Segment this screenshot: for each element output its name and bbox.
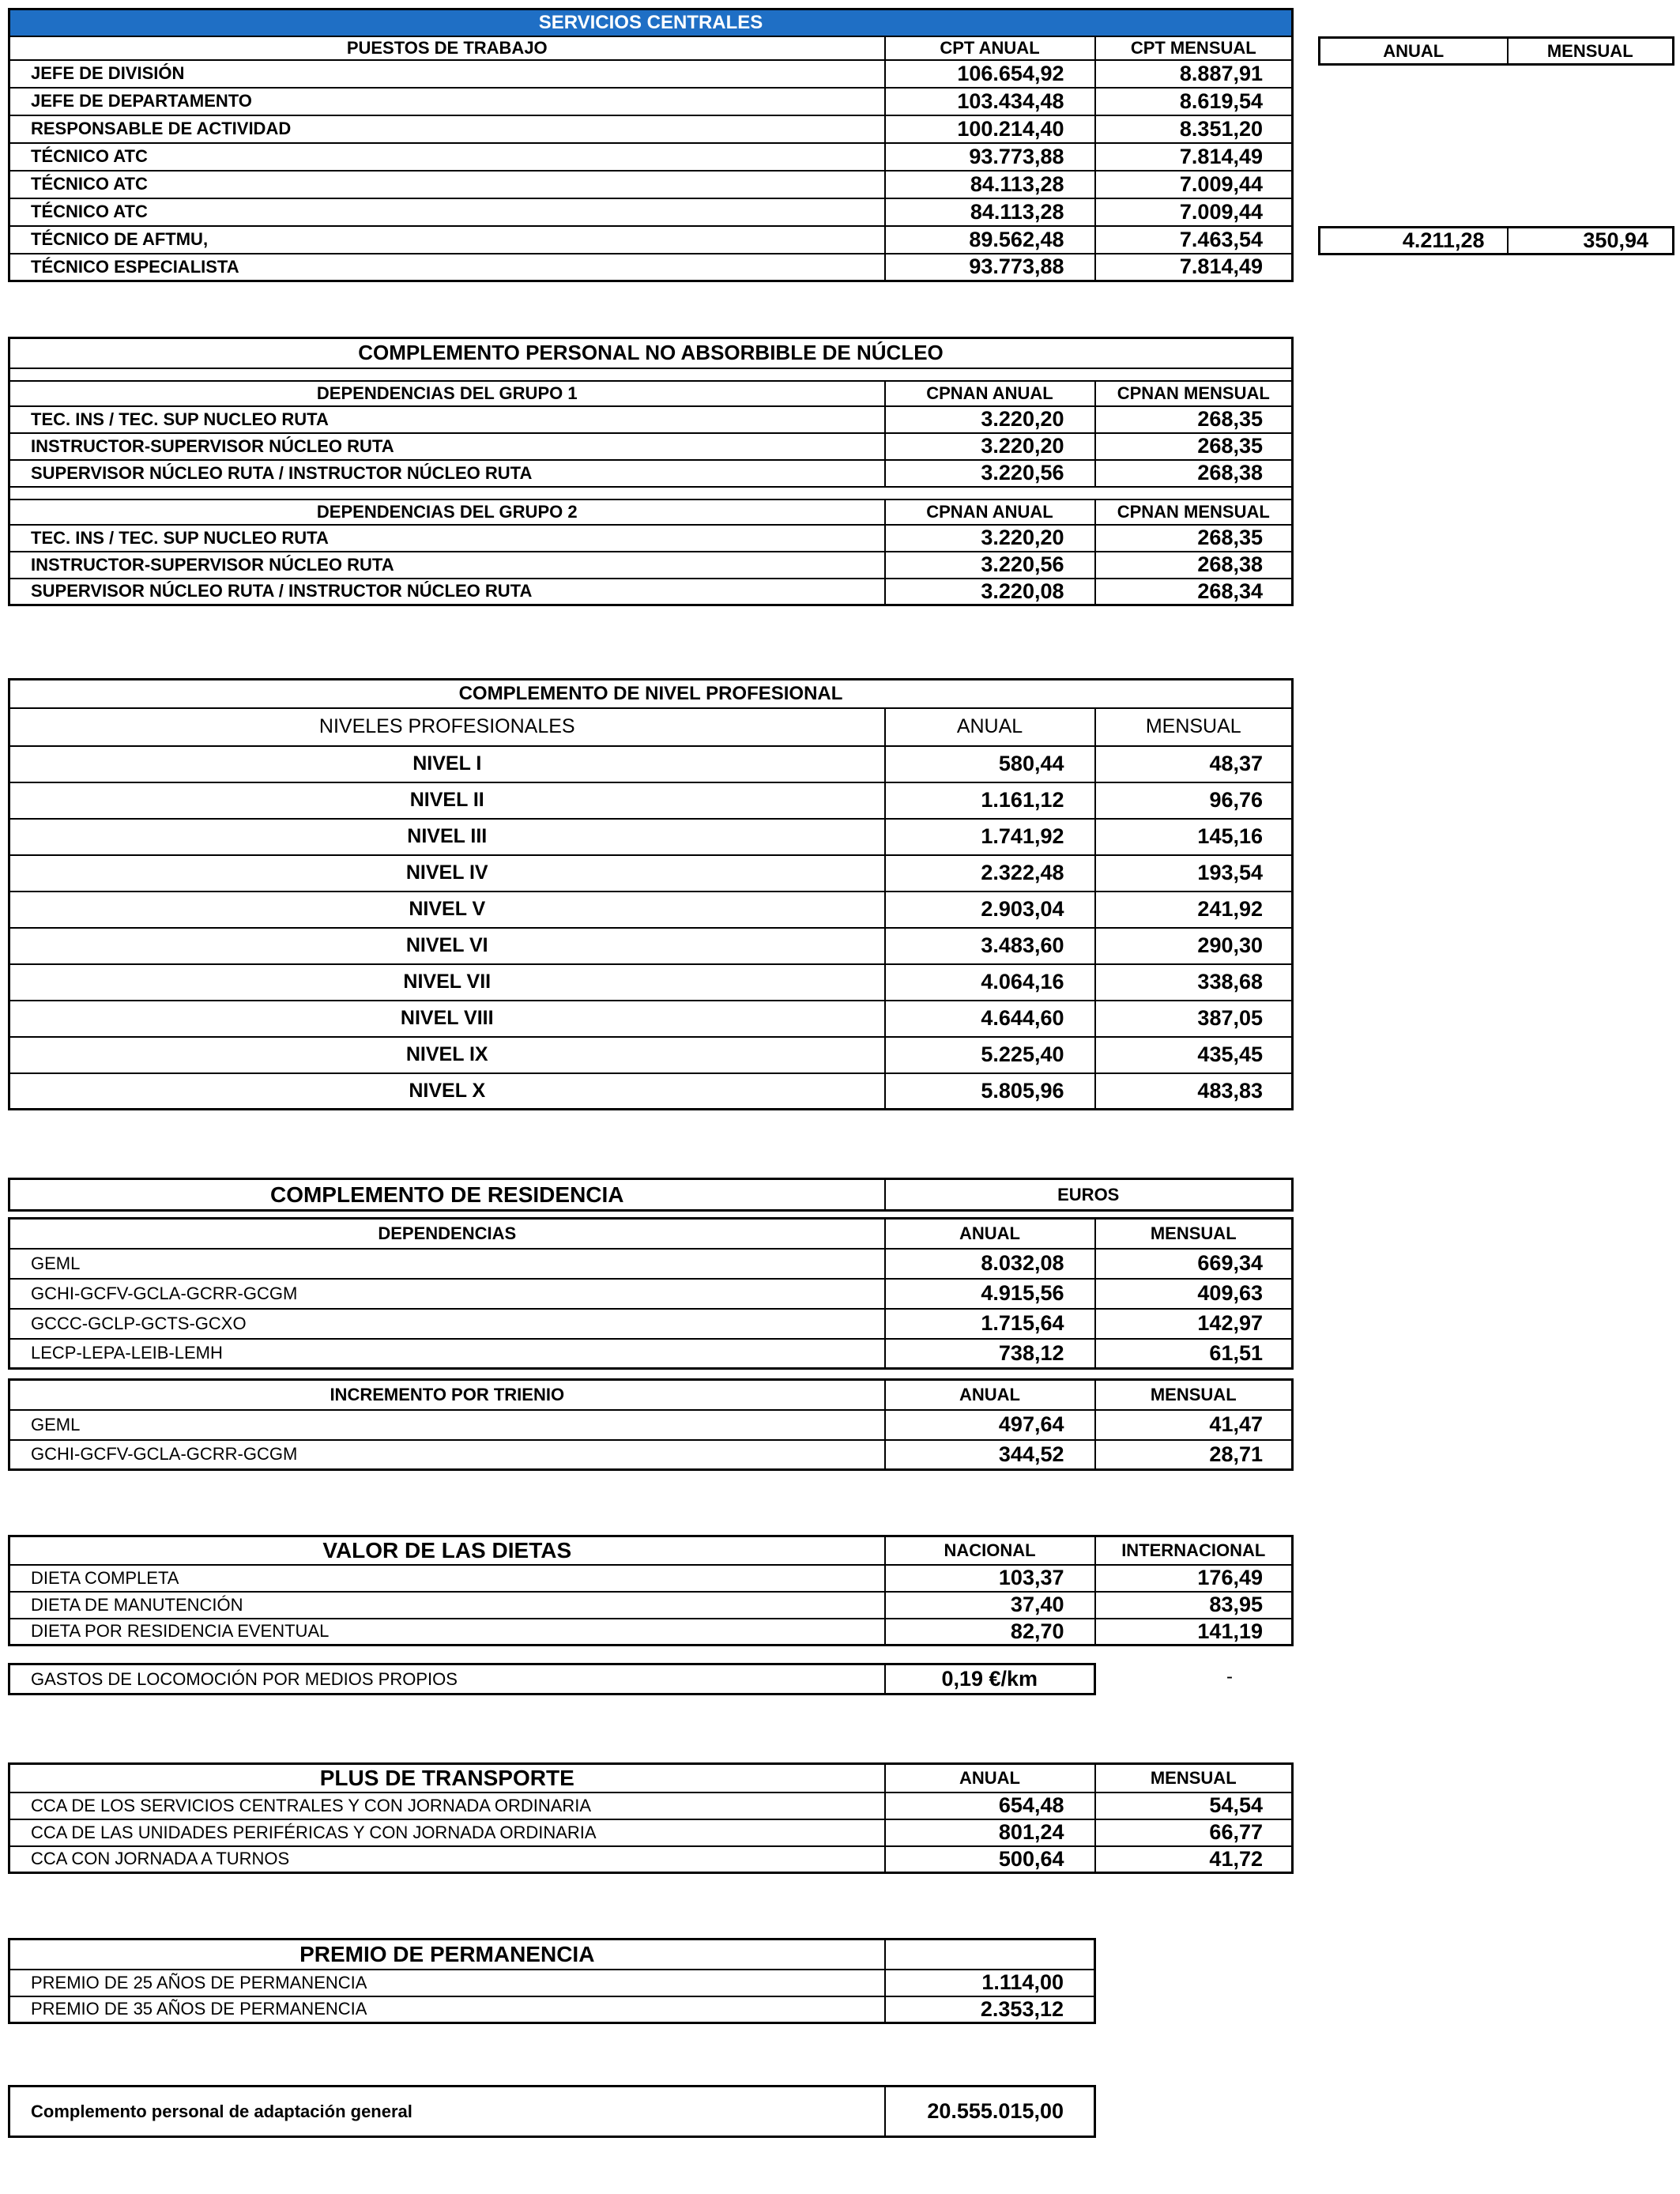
table-row xyxy=(9,964,1293,1001)
row-anual: 801,24 xyxy=(885,1819,1095,1846)
table-row xyxy=(9,1996,1095,2023)
row-anual: 84.113,28 xyxy=(885,171,1095,198)
row-label: INSTRUCTOR-SUPERVISOR NÚCLEO RUTA xyxy=(9,433,885,460)
row-mensual: 28,71 xyxy=(1095,1440,1293,1470)
col-header-cpnan-mensual: CPNAN MENSUAL xyxy=(1095,499,1293,525)
permanencia-empty-cell xyxy=(885,1940,1095,1970)
row-anual: 2.903,04 xyxy=(885,892,1095,928)
col-header-mensual: MENSUAL xyxy=(1095,708,1293,746)
row-label: TEC. INS / TEC. SUP NUCLEO RUTA xyxy=(9,525,885,552)
row-anual: 5.225,40 xyxy=(885,1037,1095,1073)
row-label: PREMIO DE 25 AÑOS DE PERMANENCIA xyxy=(9,1970,885,1996)
row-nacional: 82,70 xyxy=(885,1619,1095,1646)
row-anual: 3.220,20 xyxy=(885,406,1095,433)
col-header-niveles: NIVELES PROFESIONALES xyxy=(9,708,885,746)
table-row xyxy=(9,1846,1293,1873)
table-row xyxy=(9,1440,1293,1470)
row-mensual: 8.619,54 xyxy=(1095,88,1293,115)
row-anual: 580,44 xyxy=(885,746,1095,782)
servicios-centrales-table xyxy=(8,8,1294,282)
row-mensual: 268,35 xyxy=(1095,525,1293,552)
side-header-table xyxy=(1318,36,1674,66)
row-mensual: 41,47 xyxy=(1095,1410,1293,1440)
table-row xyxy=(9,819,1293,855)
row-nacional: 103,37 xyxy=(885,1565,1095,1592)
row-anual: 2.322,48 xyxy=(885,855,1095,892)
row-label: CCA DE LAS UNIDADES PERIFÉRICAS Y CON JORNADA ORDINARIA xyxy=(9,1819,885,1846)
row-mensual: 193,54 xyxy=(1095,855,1293,892)
table-row xyxy=(9,198,1293,226)
table-row xyxy=(9,1339,1293,1369)
row-mensual: 8.351,20 xyxy=(1095,115,1293,143)
row-mensual: 268,35 xyxy=(1095,433,1293,460)
row-anual: 654,48 xyxy=(885,1793,1095,1819)
table-row xyxy=(9,406,1293,433)
row-anual: 93.773,88 xyxy=(885,143,1095,171)
table-row xyxy=(9,579,1293,605)
residencia-dependencias-table xyxy=(8,1217,1294,1370)
side-values-table xyxy=(1318,226,1674,255)
row-label: RESPONSABLE DE ACTIVIDAD xyxy=(9,115,885,143)
row-label: NIVEL VII xyxy=(9,964,885,1001)
col-header-mensual: MENSUAL xyxy=(1095,1380,1293,1410)
row-anual: 5.805,96 xyxy=(885,1073,1095,1110)
table-row xyxy=(9,1592,1293,1619)
table-row xyxy=(9,1970,1095,1996)
row-mensual: 241,92 xyxy=(1095,892,1293,928)
table-row xyxy=(9,1793,1293,1819)
row-mensual: 54,54 xyxy=(1095,1793,1293,1819)
row-anual: 103.434,48 xyxy=(885,88,1095,115)
col-header-anual: ANUAL xyxy=(885,1380,1095,1410)
table-row xyxy=(9,525,1293,552)
row-mensual: 387,05 xyxy=(1095,1001,1293,1037)
servicios-title: SERVICIOS CENTRALES xyxy=(9,9,1293,36)
row-label: GCHI-GCFV-GCLA-GCRR-GCGM xyxy=(9,1440,885,1470)
row-anual: 1.715,64 xyxy=(885,1309,1095,1339)
row-label: GEML xyxy=(9,1249,885,1279)
row-mensual: 41,72 xyxy=(1095,1846,1293,1873)
adaptacion-label: Complemento personal de adaptación general xyxy=(9,2087,885,2137)
row-anual: 738,12 xyxy=(885,1339,1095,1369)
row-mensual: 483,83 xyxy=(1095,1073,1293,1110)
nivel-profesional-table xyxy=(8,678,1294,1110)
residencia-title: COMPLEMENTO DE RESIDENCIA xyxy=(9,1179,885,1211)
side-header-mensual: MENSUAL xyxy=(1508,38,1674,65)
row-mensual: 61,51 xyxy=(1095,1339,1293,1369)
row-anual: 1.741,92 xyxy=(885,819,1095,855)
table-row xyxy=(9,1037,1293,1073)
row-label: NIVEL IV xyxy=(9,855,885,892)
locomocion-value: 0,19 €/km xyxy=(885,1664,1095,1695)
row-anual: 497,64 xyxy=(885,1410,1095,1440)
residencia-unit: EUROS xyxy=(885,1179,1293,1211)
row-anual: 89.562,48 xyxy=(885,226,1095,254)
row-label: TÉCNICO ESPECIALISTA xyxy=(9,254,885,281)
table-row xyxy=(9,226,1293,254)
table-row xyxy=(9,552,1293,579)
locomocion-table xyxy=(8,1663,1096,1695)
row-label: NIVEL VIII xyxy=(9,1001,885,1037)
row-internacional: 141,19 xyxy=(1095,1619,1293,1646)
row-anual: 500,64 xyxy=(885,1846,1095,1873)
row-mensual: 7.814,49 xyxy=(1095,143,1293,171)
row-mensual: 96,76 xyxy=(1095,782,1293,819)
row-mensual: 7.814,49 xyxy=(1095,254,1293,281)
row-anual: 4.064,16 xyxy=(885,964,1095,1001)
side-value-anual: 4.211,28 xyxy=(1320,228,1508,254)
transporte-title: PLUS DE TRANSPORTE xyxy=(9,1764,885,1793)
row-mensual: 7.463,54 xyxy=(1095,226,1293,254)
row-mensual: 268,38 xyxy=(1095,552,1293,579)
row-mensual: 268,38 xyxy=(1095,460,1293,487)
row-anual: 106.654,92 xyxy=(885,60,1095,88)
row-value: 1.114,00 xyxy=(885,1970,1095,1996)
row-mensual: 66,77 xyxy=(1095,1819,1293,1846)
table-row xyxy=(9,1565,1293,1592)
col-header-anual: ANUAL xyxy=(885,708,1095,746)
transporte-table xyxy=(8,1762,1294,1874)
table-row xyxy=(9,60,1293,88)
row-label: NIVEL X xyxy=(9,1073,885,1110)
table-row xyxy=(9,88,1293,115)
row-label: CCA CON JORNADA A TURNOS xyxy=(9,1846,885,1873)
row-label: TÉCNICO ATC xyxy=(9,198,885,226)
table-row xyxy=(9,143,1293,171)
col-header-cpnan-anual: CPNAN ANUAL xyxy=(885,499,1095,525)
row-label: SUPERVISOR NÚCLEO RUTA / INSTRUCTOR NÚCLEO RUTA xyxy=(9,460,885,487)
col-header-mensual: MENSUAL xyxy=(1095,1219,1293,1249)
row-anual: 84.113,28 xyxy=(885,198,1095,226)
table-row xyxy=(9,1001,1293,1037)
adaptacion-value: 20.555.015,00 xyxy=(885,2087,1095,2137)
row-label: DIETA POR RESIDENCIA EVENTUAL xyxy=(9,1619,885,1646)
table-row xyxy=(9,171,1293,198)
row-anual: 4.915,56 xyxy=(885,1279,1095,1309)
row-mensual: 48,37 xyxy=(1095,746,1293,782)
row-internacional: 83,95 xyxy=(1095,1592,1293,1619)
row-label: TÉCNICO ATC xyxy=(9,171,885,198)
table-row xyxy=(9,1309,1293,1339)
cpnan-table xyxy=(8,337,1294,606)
table-row xyxy=(9,782,1293,819)
row-mensual: 142,97 xyxy=(1095,1309,1293,1339)
row-label: TEC. INS / TEC. SUP NUCLEO RUTA xyxy=(9,406,885,433)
row-nacional: 37,40 xyxy=(885,1592,1095,1619)
row-label: GEML xyxy=(9,1410,885,1440)
dietas-title: VALOR DE LAS DIETAS xyxy=(9,1536,885,1565)
table-row xyxy=(9,928,1293,964)
row-anual: 1.161,12 xyxy=(885,782,1095,819)
row-label: DIETA DE MANUTENCIÓN xyxy=(9,1592,885,1619)
permanencia-table xyxy=(8,1938,1096,2024)
row-label: GCCC-GCLP-GCTS-GCXO xyxy=(9,1309,885,1339)
table-row xyxy=(9,1819,1293,1846)
col-header-cpnan-anual: CPNAN ANUAL xyxy=(885,381,1095,406)
col-header-dependencias-g1: DEPENDENCIAS DEL GRUPO 1 xyxy=(9,381,885,406)
row-anual: 3.483,60 xyxy=(885,928,1095,964)
row-label: SUPERVISOR NÚCLEO RUTA / INSTRUCTOR NÚCLEO RUTA xyxy=(9,579,885,605)
row-label: NIVEL IX xyxy=(9,1037,885,1073)
row-value: 2.353,12 xyxy=(885,1996,1095,2023)
row-label: DIETA COMPLETA xyxy=(9,1565,885,1592)
col-header-nacional: NACIONAL xyxy=(885,1536,1095,1565)
table-row xyxy=(9,1073,1293,1110)
row-anual: 93.773,88 xyxy=(885,254,1095,281)
row-label: NIVEL I xyxy=(9,746,885,782)
residencia-title-table xyxy=(8,1178,1294,1212)
row-mensual: 435,45 xyxy=(1095,1037,1293,1073)
row-label: INSTRUCTOR-SUPERVISOR NÚCLEO RUTA xyxy=(9,552,885,579)
table-row xyxy=(9,892,1293,928)
residencia-trienio-table xyxy=(8,1378,1294,1471)
permanencia-title: PREMIO DE PERMANENCIA xyxy=(9,1940,885,1970)
row-anual: 3.220,56 xyxy=(885,460,1095,487)
row-anual: 3.220,20 xyxy=(885,525,1095,552)
cpnan-title: COMPLEMENTO PERSONAL NO ABSORBIBLE DE NÚCLEO xyxy=(9,338,1293,368)
row-label: CCA DE LOS SERVICIOS CENTRALES Y CON JORNADA ORDINARIA xyxy=(9,1793,885,1819)
row-label: TÉCNICO DE AFTMU, xyxy=(9,226,885,254)
cpnan-spacer xyxy=(9,368,1293,381)
row-label: TÉCNICO ATC xyxy=(9,143,885,171)
locomocion-label: GASTOS DE LOCOMOCIÓN POR MEDIOS PROPIOS xyxy=(9,1664,885,1695)
row-anual: 4.644,60 xyxy=(885,1001,1095,1037)
table-row xyxy=(9,254,1293,281)
row-label: NIVEL VI xyxy=(9,928,885,964)
row-internacional: 176,49 xyxy=(1095,1565,1293,1592)
table-row xyxy=(9,1619,1293,1646)
col-header-dependencias: DEPENDENCIAS xyxy=(9,1219,885,1249)
row-label: JEFE DE DEPARTAMENTO xyxy=(9,88,885,115)
table-row xyxy=(9,855,1293,892)
row-mensual: 145,16 xyxy=(1095,819,1293,855)
dietas-table xyxy=(8,1535,1294,1646)
row-mensual: 338,68 xyxy=(1095,964,1293,1001)
row-label: NIVEL III xyxy=(9,819,885,855)
row-mensual: 268,35 xyxy=(1095,406,1293,433)
row-label: GCHI-GCFV-GCLA-GCRR-GCGM xyxy=(9,1279,885,1309)
col-header-anual: ANUAL xyxy=(885,1764,1095,1793)
col-header-puestos: PUESTOS DE TRABAJO xyxy=(9,36,885,60)
col-header-trienio: INCREMENTO POR TRIENIO xyxy=(9,1380,885,1410)
locomocion-dash: - xyxy=(1226,1666,1233,1687)
col-header-internacional: INTERNACIONAL xyxy=(1095,1536,1293,1565)
row-label: PREMIO DE 35 AÑOS DE PERMANENCIA xyxy=(9,1996,885,2023)
adaptacion-table xyxy=(8,2085,1096,2138)
row-mensual: 7.009,44 xyxy=(1095,171,1293,198)
row-label: JEFE DE DIVISIÓN xyxy=(9,60,885,88)
row-mensual: 290,30 xyxy=(1095,928,1293,964)
row-mensual: 7.009,44 xyxy=(1095,198,1293,226)
row-anual: 100.214,40 xyxy=(885,115,1095,143)
row-mensual: 669,34 xyxy=(1095,1249,1293,1279)
table-row xyxy=(9,460,1293,487)
table-row xyxy=(9,1279,1293,1309)
table-row xyxy=(9,1410,1293,1440)
table-row xyxy=(9,115,1293,143)
col-header-anual: ANUAL xyxy=(885,1219,1095,1249)
col-header-mensual: MENSUAL xyxy=(1095,1764,1293,1793)
row-label: NIVEL II xyxy=(9,782,885,819)
col-header-dependencias-g2: DEPENDENCIAS DEL GRUPO 2 xyxy=(9,499,885,525)
col-header-cpt-mensual: CPT MENSUAL xyxy=(1095,36,1293,60)
row-label: NIVEL V xyxy=(9,892,885,928)
side-header-anual: ANUAL xyxy=(1320,38,1508,65)
nivel-title: COMPLEMENTO DE NIVEL PROFESIONAL xyxy=(9,680,1293,708)
table-row xyxy=(9,746,1293,782)
col-header-cpnan-mensual: CPNAN MENSUAL xyxy=(1095,381,1293,406)
side-value-mensual: 350,94 xyxy=(1508,228,1674,254)
row-anual: 3.220,56 xyxy=(885,552,1095,579)
row-anual: 344,52 xyxy=(885,1440,1095,1470)
col-header-cpt-anual: CPT ANUAL xyxy=(885,36,1095,60)
row-mensual: 409,63 xyxy=(1095,1279,1293,1309)
row-anual: 3.220,08 xyxy=(885,579,1095,605)
row-mensual: 8.887,91 xyxy=(1095,60,1293,88)
table-row xyxy=(9,1249,1293,1279)
row-label: LECP-LEPA-LEIB-LEMH xyxy=(9,1339,885,1369)
row-mensual: 268,34 xyxy=(1095,579,1293,605)
row-anual: 3.220,20 xyxy=(885,433,1095,460)
row-anual: 8.032,08 xyxy=(885,1249,1095,1279)
cpnan-spacer xyxy=(9,487,1293,499)
table-row xyxy=(9,433,1293,460)
